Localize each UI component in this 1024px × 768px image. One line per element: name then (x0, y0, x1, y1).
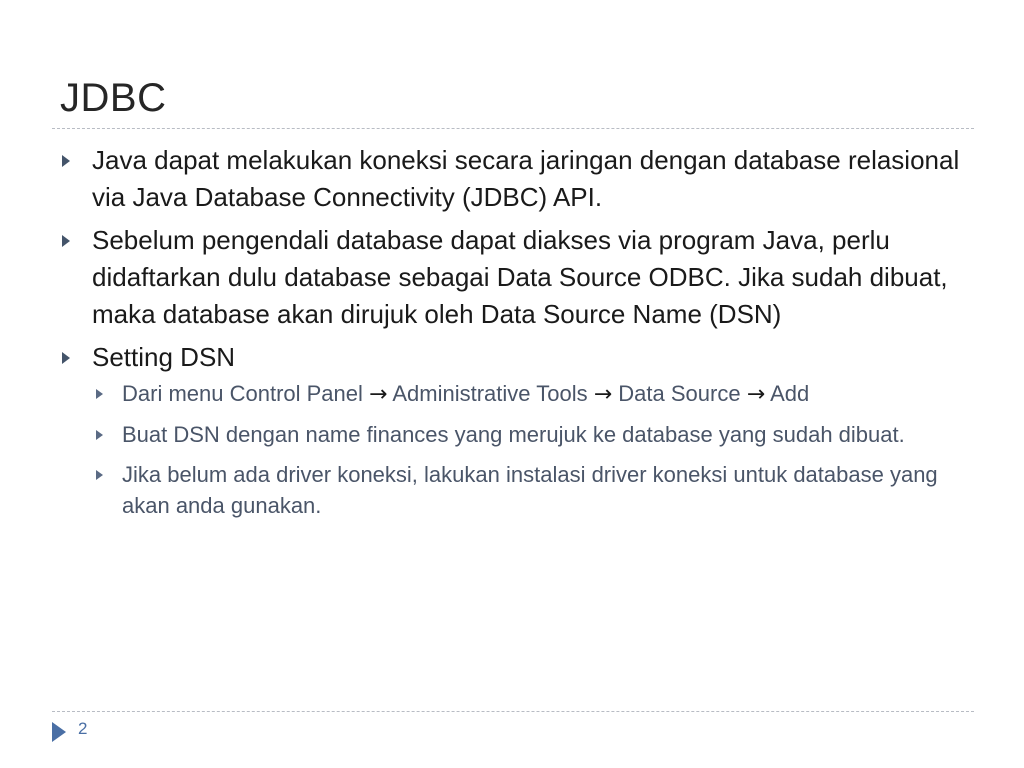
bullet-text: Sebelum pengendali database dapat diakses via program Java, perlu didaftarkan dulu database sebagai Data Source ODBC. Jika sudah dibuat, maka database akan dirujuk oleh Data Source Name (DSN) (92, 225, 948, 329)
bullet-item (60, 142, 960, 216)
menu-path-part: Data Source (618, 381, 741, 406)
menu-path-part: Add (770, 381, 810, 406)
slide-content (60, 142, 960, 530)
sub-bullet-text: Buat DSN dengan name finances yang merujuk ke database yang sudah dibuat. (122, 422, 905, 447)
sub-bullet-list (92, 378, 960, 521)
triangle-sub-bullet-icon (96, 389, 103, 399)
triangle-bullet-icon (62, 235, 70, 247)
bullet-item (60, 339, 960, 521)
arrow-right-icon: → (746, 382, 766, 407)
arrow-right-icon: → (593, 382, 613, 407)
sub-bullet-item (92, 419, 960, 450)
menu-path-part: Dari menu Control Panel (122, 381, 363, 406)
triangle-bullet-icon (62, 352, 70, 364)
bullet-list (60, 142, 960, 521)
triangle-sub-bullet-icon (96, 470, 103, 480)
sub-bullet-text: Jika belum ada driver koneksi, lakukan instalasi driver koneksi untuk database yang akan anda gunakan. (122, 462, 938, 518)
sub-bullet-item (92, 459, 960, 521)
arrow-right-icon: → (369, 382, 388, 407)
triangle-bullet-icon (62, 155, 70, 167)
menu-path-part: Administrative Tools (392, 381, 588, 406)
bullet-item (60, 222, 960, 333)
footer-divider (52, 711, 974, 712)
triangle-sub-bullet-icon (96, 430, 103, 440)
bullet-text: Java dapat melakukan koneksi secara jaringan dengan database relasional via Java Database Connectivity (JDBC) API. (92, 145, 960, 212)
page-number: 2 (78, 719, 88, 738)
slide-title: JDBC (60, 76, 167, 120)
footer-triangle-icon (52, 722, 66, 742)
title-divider (52, 128, 974, 129)
sub-bullet-item (92, 378, 960, 410)
bullet-text: Setting DSN (92, 342, 236, 372)
